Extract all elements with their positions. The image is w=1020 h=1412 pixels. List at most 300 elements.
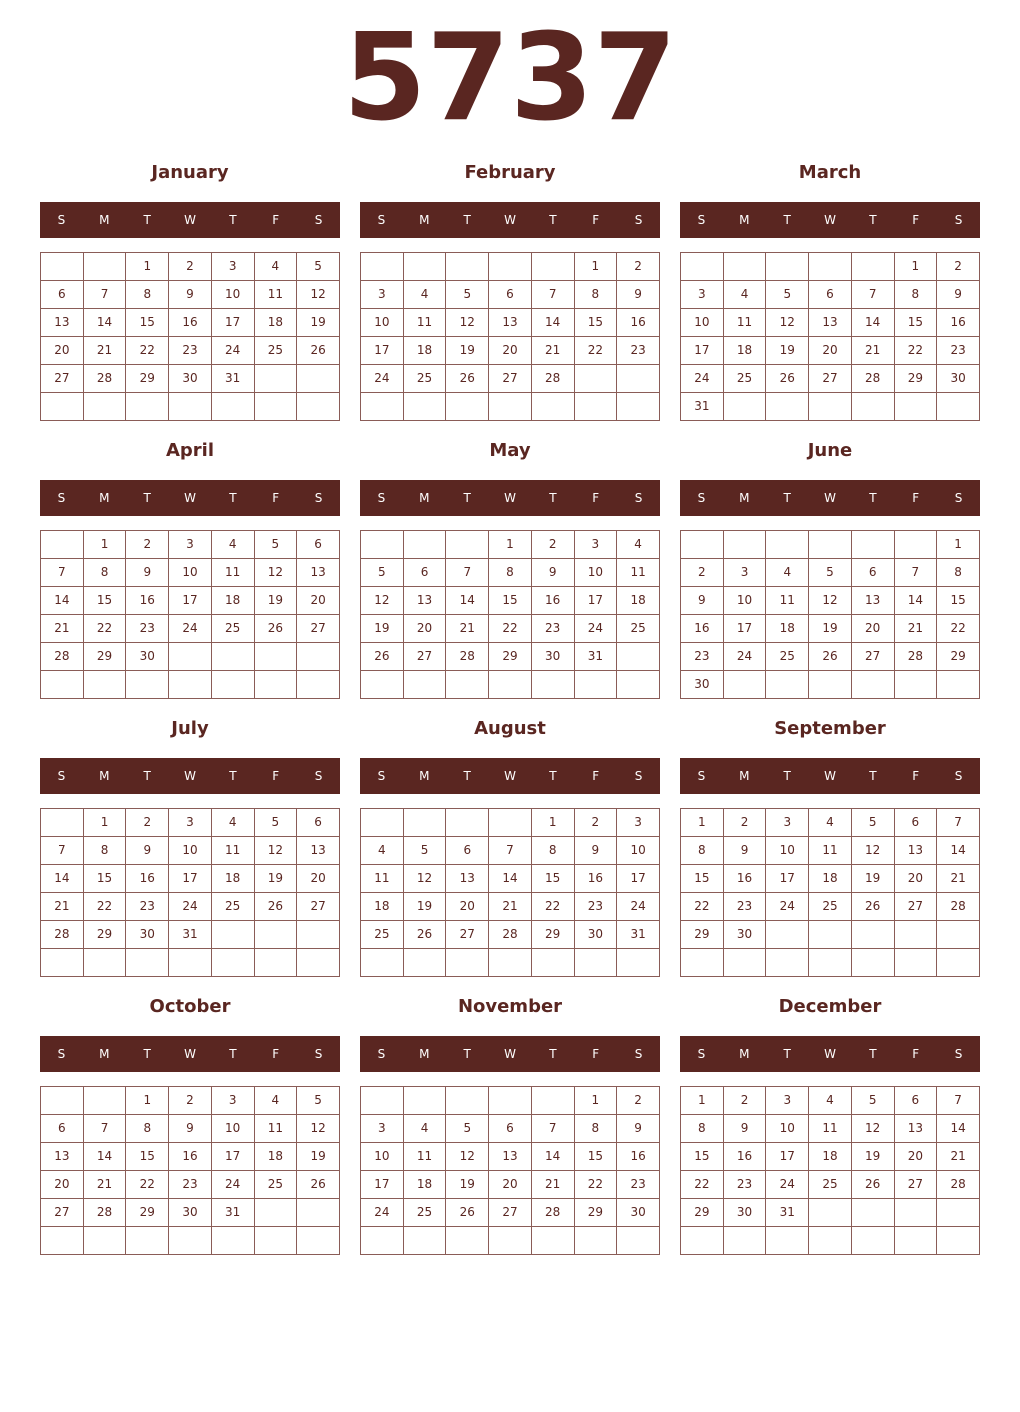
- weekday-label: T: [869, 1047, 877, 1061]
- day-cell: 9: [574, 837, 617, 865]
- day-cell: 29: [681, 1199, 724, 1227]
- day-cell: 1: [574, 1087, 617, 1115]
- week-row: [41, 921, 340, 949]
- week-row: [41, 837, 340, 865]
- day-cell: 2: [169, 1087, 212, 1115]
- month-name: October: [149, 996, 231, 1017]
- day-cell: 19: [361, 615, 404, 643]
- day-cell: 5: [446, 1115, 489, 1143]
- day-cell: 4: [809, 809, 852, 837]
- weekday-label: W: [504, 769, 516, 783]
- day-cell: 25: [254, 337, 297, 365]
- weekday-label: M: [739, 769, 750, 783]
- day-cell: [126, 1227, 169, 1255]
- weekday-label: T: [463, 1047, 471, 1061]
- day-cell: [297, 365, 340, 393]
- week-row: [361, 615, 660, 643]
- week-row: [681, 587, 980, 615]
- weekday-label: M: [419, 769, 430, 783]
- day-cell: 17: [169, 587, 212, 615]
- week-row: [41, 587, 340, 615]
- day-cell: 29: [531, 921, 574, 949]
- day-cell: [723, 1227, 766, 1255]
- weekday-label: F: [592, 1047, 600, 1061]
- day-cell: 16: [126, 865, 169, 893]
- week-row: [41, 671, 340, 699]
- day-cell: [254, 643, 297, 671]
- week-row: [681, 393, 980, 421]
- day-cell: 13: [41, 1143, 84, 1171]
- day-cell: [937, 671, 980, 699]
- day-cell: 19: [403, 893, 446, 921]
- day-cell: [361, 1087, 404, 1115]
- week-row: [361, 671, 660, 699]
- day-cell: 23: [617, 337, 660, 365]
- day-cell: 19: [446, 1171, 489, 1199]
- day-cell: 11: [211, 837, 254, 865]
- day-cell: [723, 531, 766, 559]
- day-cell: [403, 809, 446, 837]
- day-cell: 10: [723, 587, 766, 615]
- day-cell: 1: [489, 531, 532, 559]
- weekday-label: S: [314, 213, 323, 227]
- week-row: [41, 309, 340, 337]
- week-row: [361, 921, 660, 949]
- week-row: [41, 643, 340, 671]
- day-cell: 5: [766, 281, 809, 309]
- day-cell: 25: [361, 921, 404, 949]
- day-cell: 26: [254, 615, 297, 643]
- day-cell: [403, 949, 446, 977]
- day-cell: [681, 949, 724, 977]
- day-cell: [809, 949, 852, 977]
- week-row: [361, 1115, 660, 1143]
- day-cell: 15: [681, 1143, 724, 1171]
- day-cell: 17: [361, 1171, 404, 1199]
- day-cell: 20: [489, 337, 532, 365]
- weekday-header: [40, 202, 340, 238]
- week-row: [41, 949, 340, 977]
- day-cell: 2: [531, 531, 574, 559]
- day-cell: [894, 1199, 937, 1227]
- day-cell: 12: [297, 281, 340, 309]
- day-cell: 8: [681, 837, 724, 865]
- day-cell: 12: [446, 309, 489, 337]
- day-cell: 3: [681, 281, 724, 309]
- day-cell: [83, 1087, 126, 1115]
- day-cell: 26: [851, 893, 894, 921]
- day-cell: [489, 671, 532, 699]
- day-cell: [766, 531, 809, 559]
- day-cell: [403, 253, 446, 281]
- day-cell: [446, 393, 489, 421]
- week-row: [41, 865, 340, 893]
- day-cell: 6: [851, 559, 894, 587]
- day-cell: [766, 949, 809, 977]
- day-cell: [937, 921, 980, 949]
- day-cell: 22: [681, 893, 724, 921]
- weekday-label: F: [272, 491, 280, 505]
- day-cell: 10: [617, 837, 660, 865]
- day-cell: 5: [403, 837, 446, 865]
- day-cell: 18: [809, 865, 852, 893]
- week-row: [681, 837, 980, 865]
- day-cell: [297, 671, 340, 699]
- weekday-header: [360, 1036, 660, 1072]
- day-cell: 15: [894, 309, 937, 337]
- week-row: [41, 559, 340, 587]
- day-cell: [169, 949, 212, 977]
- weekday-label: W: [824, 769, 836, 783]
- day-cell: [126, 949, 169, 977]
- day-cell: [403, 1087, 446, 1115]
- day-cell: 31: [574, 643, 617, 671]
- day-cell: [489, 1087, 532, 1115]
- day-cell: 14: [937, 837, 980, 865]
- weekday-label: T: [463, 491, 471, 505]
- day-cell: 8: [83, 837, 126, 865]
- day-cell: [41, 253, 84, 281]
- week-row: [681, 643, 980, 671]
- day-cell: 16: [681, 615, 724, 643]
- day-cell: 13: [809, 309, 852, 337]
- day-cell: 10: [766, 837, 809, 865]
- day-cell: 24: [723, 643, 766, 671]
- day-cell: 4: [254, 253, 297, 281]
- weekday-label: S: [57, 491, 66, 505]
- day-cell: 6: [41, 1115, 84, 1143]
- weekday-label: T: [143, 1047, 151, 1061]
- day-cell: 29: [894, 365, 937, 393]
- day-cell: 22: [126, 1171, 169, 1199]
- day-cell: 22: [83, 893, 126, 921]
- day-cell: 14: [937, 1115, 980, 1143]
- day-cell: [83, 253, 126, 281]
- day-cell: 1: [937, 531, 980, 559]
- month-april: [40, 438, 340, 708]
- day-cell: 10: [361, 309, 404, 337]
- day-cell: 29: [83, 643, 126, 671]
- day-cell: 12: [403, 865, 446, 893]
- day-cell: 20: [403, 615, 446, 643]
- day-cell: [937, 393, 980, 421]
- day-cell: [531, 1087, 574, 1115]
- day-cell: [489, 253, 532, 281]
- day-cell: 3: [361, 1115, 404, 1143]
- weekday-label: F: [592, 213, 600, 227]
- week-row: [361, 1087, 660, 1115]
- weekday-label: T: [783, 1047, 791, 1061]
- day-cell: [809, 253, 852, 281]
- week-row: [681, 921, 980, 949]
- day-cell: [446, 949, 489, 977]
- weekday-label: T: [869, 769, 877, 783]
- weekday-label: W: [184, 1047, 196, 1061]
- day-cell: 16: [169, 1143, 212, 1171]
- day-cell: 9: [723, 837, 766, 865]
- weekday-label: F: [272, 769, 280, 783]
- weekday-header: [680, 758, 980, 794]
- day-cell: 10: [681, 309, 724, 337]
- day-cell: 13: [446, 865, 489, 893]
- day-cell: 9: [531, 559, 574, 587]
- day-cell: [531, 671, 574, 699]
- day-cell: 14: [446, 587, 489, 615]
- weekday-label: S: [634, 213, 643, 227]
- day-cell: [851, 1227, 894, 1255]
- day-cell: [254, 1199, 297, 1227]
- weekday-label: T: [549, 491, 557, 505]
- weekday-label: S: [377, 1047, 386, 1061]
- weekday-label: S: [377, 769, 386, 783]
- day-cell: 28: [937, 893, 980, 921]
- day-cell: 20: [489, 1171, 532, 1199]
- day-cell: [894, 949, 937, 977]
- day-cell: 30: [723, 1199, 766, 1227]
- day-cell: [361, 949, 404, 977]
- day-cell: 19: [297, 1143, 340, 1171]
- day-cell: 31: [211, 1199, 254, 1227]
- week-row: [361, 1227, 660, 1255]
- day-cell: 1: [681, 809, 724, 837]
- day-cell: 31: [169, 921, 212, 949]
- month-may: [360, 438, 660, 708]
- weekday-label: W: [504, 1047, 516, 1061]
- day-cell: 24: [211, 1171, 254, 1199]
- week-row: [41, 531, 340, 559]
- month-october: [40, 994, 340, 1264]
- day-cell: [851, 1199, 894, 1227]
- weekday-label: T: [463, 213, 471, 227]
- weekday-label: T: [229, 491, 237, 505]
- day-cell: 31: [681, 393, 724, 421]
- day-cell: 3: [766, 1087, 809, 1115]
- day-cell: 21: [446, 615, 489, 643]
- day-cell: [83, 1227, 126, 1255]
- month-name: May: [489, 440, 531, 461]
- week-row: [361, 365, 660, 393]
- month-name: December: [778, 996, 882, 1017]
- day-cell: 15: [126, 1143, 169, 1171]
- month-february: [360, 160, 660, 430]
- day-cell: 26: [851, 1171, 894, 1199]
- day-cell: 27: [297, 615, 340, 643]
- day-cell: [851, 253, 894, 281]
- day-cell: [937, 949, 980, 977]
- day-cell: [254, 671, 297, 699]
- day-cell: 18: [617, 587, 660, 615]
- month-march: [680, 160, 980, 430]
- week-row: [681, 1087, 980, 1115]
- day-cell: 18: [766, 615, 809, 643]
- day-cell: 22: [531, 893, 574, 921]
- weekday-label: W: [184, 491, 196, 505]
- day-cell: 8: [126, 281, 169, 309]
- day-cell: 30: [126, 643, 169, 671]
- day-cell: 3: [617, 809, 660, 837]
- day-cell: [41, 671, 84, 699]
- day-cell: 7: [41, 837, 84, 865]
- week-row: [41, 1171, 340, 1199]
- day-cell: 7: [41, 559, 84, 587]
- weekday-label: S: [57, 769, 66, 783]
- weekday-label: T: [783, 491, 791, 505]
- day-cell: 26: [446, 1199, 489, 1227]
- week-row: [681, 337, 980, 365]
- month-june: [680, 438, 980, 708]
- day-cell: 3: [169, 809, 212, 837]
- day-cell: [489, 1227, 532, 1255]
- day-cell: 9: [617, 281, 660, 309]
- day-cell: [297, 921, 340, 949]
- day-cell: 24: [169, 893, 212, 921]
- day-cell: 11: [254, 281, 297, 309]
- day-cell: 15: [574, 309, 617, 337]
- day-cell: 13: [894, 1115, 937, 1143]
- day-cell: [766, 393, 809, 421]
- day-cell: 2: [574, 809, 617, 837]
- weekday-label: S: [697, 1047, 706, 1061]
- day-cell: 22: [126, 337, 169, 365]
- weekday-label: T: [143, 213, 151, 227]
- month-name: January: [151, 162, 229, 183]
- week-row: [681, 1199, 980, 1227]
- week-row: [681, 1227, 980, 1255]
- day-cell: 29: [681, 921, 724, 949]
- weekday-label: M: [99, 1047, 110, 1061]
- month-december: [680, 994, 980, 1264]
- day-cell: 20: [297, 587, 340, 615]
- day-cell: [574, 365, 617, 393]
- day-cell: 25: [617, 615, 660, 643]
- week-row: [681, 809, 980, 837]
- week-row: [361, 1199, 660, 1227]
- day-cell: 17: [169, 865, 212, 893]
- day-cell: 25: [211, 615, 254, 643]
- day-grid: [360, 252, 660, 421]
- weekday-label: S: [377, 213, 386, 227]
- day-cell: 19: [254, 865, 297, 893]
- week-row: [681, 531, 980, 559]
- week-row: [681, 365, 980, 393]
- day-cell: 25: [211, 893, 254, 921]
- weekday-header: [360, 480, 660, 516]
- day-cell: 25: [723, 365, 766, 393]
- day-cell: 22: [937, 615, 980, 643]
- day-cell: 4: [766, 559, 809, 587]
- day-cell: 24: [617, 893, 660, 921]
- month-november: [360, 994, 660, 1264]
- week-row: [361, 865, 660, 893]
- day-cell: 4: [403, 281, 446, 309]
- day-cell: 5: [254, 531, 297, 559]
- day-cell: 18: [723, 337, 766, 365]
- week-row: [41, 281, 340, 309]
- day-cell: 23: [723, 1171, 766, 1199]
- day-cell: 23: [126, 893, 169, 921]
- day-cell: 24: [574, 615, 617, 643]
- day-cell: 16: [617, 1143, 660, 1171]
- day-cell: [254, 365, 297, 393]
- day-cell: [297, 949, 340, 977]
- day-cell: 14: [531, 309, 574, 337]
- day-cell: 29: [937, 643, 980, 671]
- day-cell: 2: [723, 1087, 766, 1115]
- day-cell: [531, 949, 574, 977]
- day-cell: 20: [41, 337, 84, 365]
- day-cell: 15: [574, 1143, 617, 1171]
- day-cell: 24: [766, 893, 809, 921]
- day-cell: 2: [617, 1087, 660, 1115]
- weekday-header: [360, 202, 660, 238]
- day-cell: [617, 393, 660, 421]
- day-cell: [809, 531, 852, 559]
- week-row: [41, 893, 340, 921]
- weekday-label: F: [912, 213, 920, 227]
- day-cell: 11: [809, 837, 852, 865]
- day-cell: 12: [254, 837, 297, 865]
- day-cell: 9: [126, 559, 169, 587]
- day-cell: 21: [851, 337, 894, 365]
- week-row: [361, 837, 660, 865]
- weekday-label: S: [954, 1047, 963, 1061]
- weekday-label: F: [592, 491, 600, 505]
- weekday-label: S: [954, 769, 963, 783]
- day-cell: 4: [211, 531, 254, 559]
- day-cell: 15: [937, 587, 980, 615]
- day-cell: 6: [489, 281, 532, 309]
- day-cell: 5: [851, 809, 894, 837]
- day-cell: 1: [126, 253, 169, 281]
- week-row: [361, 337, 660, 365]
- day-cell: [403, 671, 446, 699]
- day-cell: 10: [766, 1115, 809, 1143]
- day-cell: 13: [489, 309, 532, 337]
- day-cell: [169, 393, 212, 421]
- day-cell: 3: [766, 809, 809, 837]
- day-cell: 12: [851, 837, 894, 865]
- day-cell: 5: [297, 1087, 340, 1115]
- month-january: [40, 160, 340, 430]
- day-cell: [254, 393, 297, 421]
- day-cell: 12: [809, 587, 852, 615]
- weekday-label: M: [419, 213, 430, 227]
- day-cell: [297, 643, 340, 671]
- day-cell: 11: [617, 559, 660, 587]
- day-cell: 13: [297, 837, 340, 865]
- weekday-label: W: [184, 213, 196, 227]
- week-row: [681, 865, 980, 893]
- day-cell: 13: [894, 837, 937, 865]
- day-cell: [254, 921, 297, 949]
- day-cell: 12: [297, 1115, 340, 1143]
- month-august: [360, 716, 660, 986]
- day-cell: 5: [297, 253, 340, 281]
- day-cell: [681, 253, 724, 281]
- day-cell: [83, 671, 126, 699]
- day-cell: 18: [403, 337, 446, 365]
- day-cell: 4: [809, 1087, 852, 1115]
- weekday-label: S: [697, 769, 706, 783]
- day-grid: [680, 808, 980, 977]
- day-cell: 31: [211, 365, 254, 393]
- day-grid: [680, 252, 980, 421]
- day-cell: 8: [574, 1115, 617, 1143]
- day-cell: 14: [894, 587, 937, 615]
- day-cell: 12: [766, 309, 809, 337]
- day-cell: 16: [126, 587, 169, 615]
- weekday-label: T: [783, 213, 791, 227]
